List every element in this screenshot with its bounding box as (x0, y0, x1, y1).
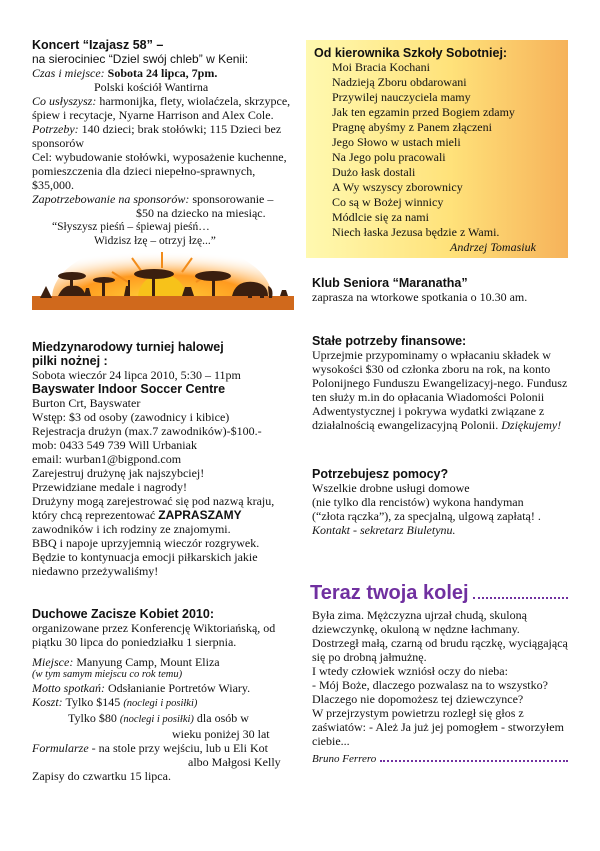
kolej-text-2: I wtedy człowiek wzniósł oczy do nieba: (312, 664, 508, 678)
pomoc-line-1: Wszelkie drobne usługi domowe (312, 481, 470, 495)
koncert-place: Polski kościół Wantirna (94, 80, 209, 94)
zacisze-miejsce-note: (w tym samym miejscu co rok temu) (32, 669, 183, 680)
kierownik-box (306, 40, 568, 258)
zacisze-zapisy: Zapisy do czwartku 15 lipca. (32, 769, 171, 783)
pomoc-line-2: (nie tylko dla rencistów) wykona handyman (312, 495, 524, 509)
poem-line: Jego Słowo w ustach mieli (332, 135, 461, 149)
kolej-author-row (312, 752, 568, 766)
turniej-para-2: BBQ i napoje uprzyjemnią wieczór rozgrywek. Będzie to kontynuacja emocji piłkarskich jakie niedawno przeżywaliśmy! (32, 536, 260, 578)
turniej-date: Sobota wieczór 24 lipca 2010, 5:30 – 11pm (32, 368, 241, 382)
potrzeby-section (312, 334, 568, 432)
ground (32, 296, 294, 310)
poem-line: Nadzieją Zboru obdarowani (332, 75, 467, 89)
kierownik-author: Andrzej Tomasiuk (450, 240, 536, 254)
pomoc-line-3: (“złota rączka”), za specjalną, ulgową zapłatą! . (312, 509, 541, 523)
klub-section (312, 276, 568, 304)
turniej-line-4: mob: 0433 549 739 Will Urbaniak (32, 438, 197, 452)
koncert-quote-1: “Słyszysz pieśń – śpiewaj pieśń… (52, 221, 210, 233)
zacisze-koszt: Koszt: Tylko $145 (noclegi i posiłki) (32, 695, 198, 709)
klub-title: Klub Seniora “Maranatha” (312, 276, 468, 290)
zacisze-miejsce: Miejsce: Manyung Camp, Mount Eliza (32, 655, 220, 669)
zacisze-formularze-2: albo Małgosi Kelly (188, 755, 281, 769)
koncert-potrzeby: Potrzeby: 140 dzieci; brak stołówki; 115 Dzieci bez sponsorów (32, 122, 282, 150)
zacisze-koszt-2b: wieku poniżej 30 lat (172, 727, 270, 741)
turniej-line-7: Przewidziane medale i nagrody! (32, 480, 187, 494)
kolej-text-1: Była zima. Mężczyzna ujrzał chudą, skuloną dziewczynkę, okuloną w nędzne łachmany. Dostrzegł małą, czarną od brudu rączkę, wyciągającą się po drobną jałmużnę. (312, 608, 568, 664)
turniej-line-6: Zarejestruj drużynę jak najszybciej! (32, 466, 205, 480)
poem-line: Co są w Bożej winnicy (332, 195, 444, 209)
poem-line: Módlcie się za nami (332, 210, 429, 224)
turniej-email: email: wurban1@bigpond.com (32, 452, 182, 466)
turniej-title-1: Miedzynarodowy turniej halowej (32, 340, 224, 354)
savanna-illustration (32, 248, 294, 310)
koncert-quote-2: Widzisz łzę – otrzyj łzę...” (94, 235, 216, 247)
pomoc-section (312, 467, 568, 537)
poem-line: Dużo łask dostali (332, 165, 416, 179)
poem-line: Jak ten egzamin przed Bogiem zdamy (332, 105, 515, 119)
klub-text: zaprasza na wtorkowe spotkania o 10.30 am. (312, 290, 528, 304)
koncert-czas: Czas i miejsce: Sobota 24 lipca, 7pm. (32, 66, 218, 80)
turniej-line-2: Wstęp: $3 od osoby (zawodnicy i kibice) (32, 410, 230, 424)
poem-line: Na Jego polu pracowali (332, 150, 446, 164)
pomoc-title: Potrzebujesz pomocy? (312, 467, 449, 481)
kierownik-title: Od kierownika Szkoły Sobotniej: (314, 46, 508, 60)
potrzeby-title: Stałe potrzeby finansowe: (312, 334, 467, 348)
turniej-line-1: Burton Crt, Bayswater (32, 396, 141, 410)
poem-line: Pragnę abyśmy z Panem złączeni (332, 120, 492, 134)
zacisze-koszt-2: Tylko $80 (noclegi i posiłki) dla osób w (68, 711, 249, 725)
turniej-title-2: pilki nożnej : (32, 354, 108, 368)
kolej-author-dots (380, 760, 568, 762)
kolej-title-row (310, 582, 568, 604)
zacisze-title: Duchowe Zacisze Kobiet 2010: (32, 607, 215, 621)
turniej-para-1: Drużyny mogą zarejestrować się pod nazwą kraju, który chcą reprezentować ZAPRASZAMY zawodników i ich rodziny ze znajomymi. (32, 494, 275, 536)
turniej-section (32, 340, 294, 578)
turniej-venue: Bayswater Indoor Soccer Centre (32, 382, 226, 396)
kolej-author: Bruno Ferrero (312, 753, 377, 765)
koncert-zapotrzebowanie-2: $50 na dziecko na miesiąc. (136, 206, 266, 220)
turniej-line-3: Rejestracja drużyn (max.7 zawodników)-$100.- (32, 424, 262, 438)
zacisze-formularze: Formularze - na stole przy wejściu, lub u Eli Kot (32, 741, 268, 755)
zacisze-intro: organizowane przez Konferencję Wiktoriańską, od piątku 30 lipca do poniedziałku 1 sierpnia. (32, 621, 276, 649)
koncert-uslyszysz: Co usłyszysz: harmonijka, flety, wiolaćzela, skrzypce, śpiew i recytacje, Nyarne Harrison and Alex Cole. (32, 94, 291, 122)
koncert-title: Koncert “Izajasz 58” – (32, 38, 164, 52)
koncert-subtitle: na sierociniec “Dziel swój chleb” w Kenii: (32, 52, 249, 66)
kolej-text-3: - Mój Boże, dlaczego pozwalasz na to wszystko? Dlaczego nie dopomożesz tej dziewczynce? (312, 678, 548, 706)
kolej-title: Teraz twoja kolej (310, 582, 469, 604)
kierownik-poem (314, 60, 568, 255)
koncert-cel: Cel: wybudowanie stołówki, wyposażenie kuchenne, pomieszczenia dla dzieci niepełno-sprawnych, $35,000. (32, 150, 287, 192)
pomoc-contact: Kontakt - sekretarz Biuletynu. (312, 523, 456, 537)
potrzeby-text: Uprzejmie przypominamy o wpłacaniu składek w wysokości $30 od członka zboru na rok, na konto Polonijnego Funduszu Ewangelizacyj-nego. Fundusz ten służy m.in do opłacania Wiadomości Polonii Adwentystycznej i pokrywa wydatki związane z działalnością ewangelizacyjną Polonii. Dziękujemy! (312, 348, 568, 432)
poem-line: Moi Bracia Kochani (332, 60, 430, 74)
poem-line: Niech łaska Jezusa będzie z Wami. (332, 225, 500, 239)
koncert-zapotrzebowanie: Zapotrzebowanie na sponsorów: sponsorowanie – (32, 192, 274, 206)
zacisze-motto: Motto spotkań: Odsłanianie Portretów Wiary. (32, 681, 251, 695)
poem-line: A Wy wszyscy zborownicy (332, 180, 463, 194)
koncert-section (32, 38, 294, 248)
kolej-section (310, 582, 568, 766)
kolej-title-dots (473, 597, 568, 599)
zacisze-section (32, 607, 294, 783)
left-column (32, 38, 294, 248)
poem-line: Przywilej nauczyciela mamy (332, 90, 471, 104)
kolej-text-4: W przejrzystym powietrzu rozległ się głos z zaświatów: - Ależ Ja już jej pomogłem - stworzyłem ciebie... (312, 706, 564, 748)
